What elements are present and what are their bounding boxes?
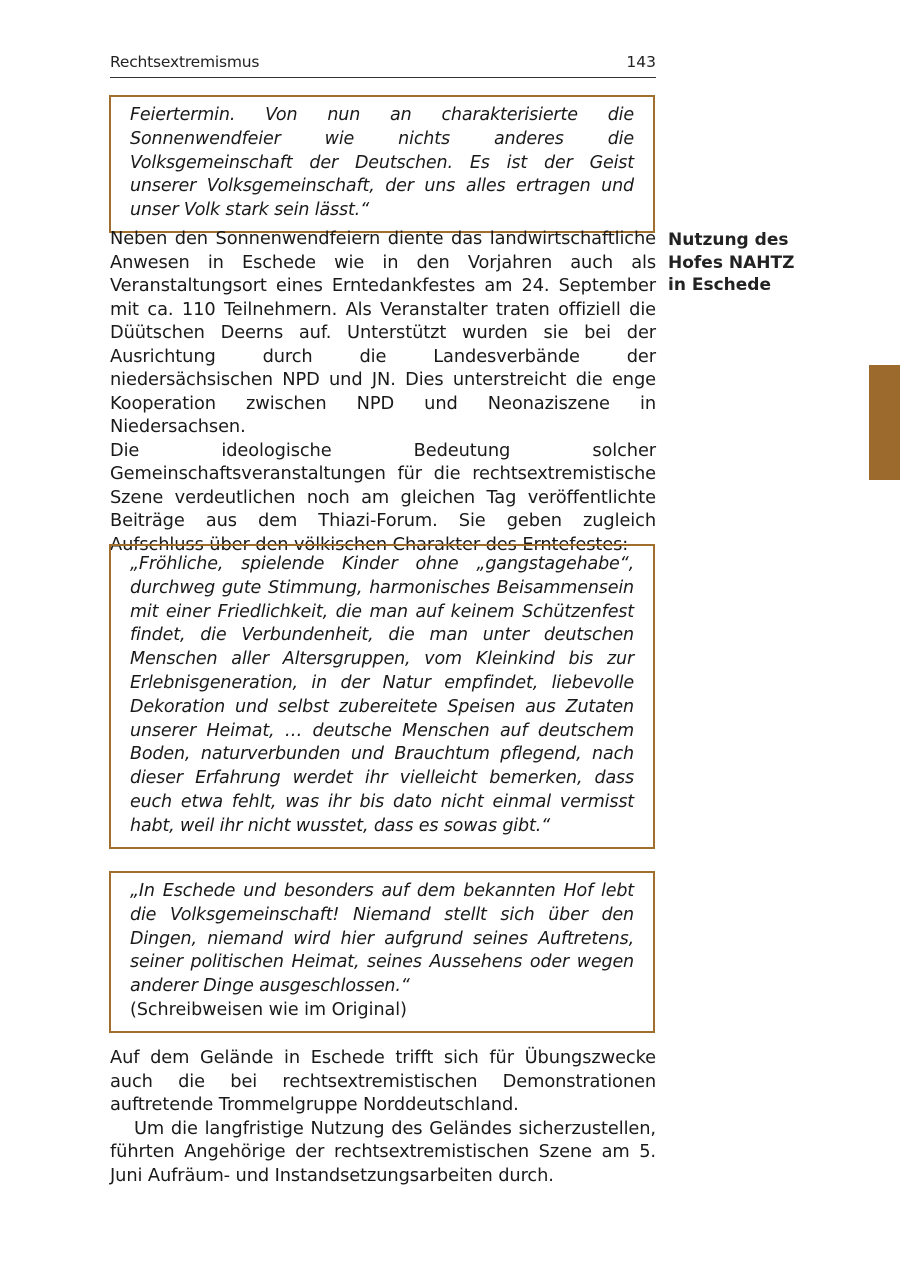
quote-box-forum-2 [109, 871, 655, 1033]
body-section-2 [110, 1046, 656, 1187]
body-section-1 [110, 227, 656, 556]
quote-text-forum-2: „In Eschede und besonders auf dem bekannten Hof lebt die Volksgemeinschaft! Niemand stellt sich über den Dingen, niemand wird hier aufgrund seines Auftretens, seiner politischen Heimat, seines Aussehens oder wegen anderer Dinge ausgeschlossen.“ [130, 881, 634, 997]
quote-text-top: Feiertermin. Von nun an charakterisierte die Sonnenwendfeier wie nichts anderes die Volksgemeinschaft der Deutschen. Es ist der Geist unserer Volksgemeinschaft, der uns alles ertragen und unser Volk stark sein lässt.“ [130, 105, 634, 221]
quote-text-forum-1: „Fröhliche, spielende Kinder ohne „gangstagehabe“, durchweg gute Stimmung, harmonisches Beisammensein mit einer Friedlichkeit, die man auf keinem Schützenfest findet, die Verbundenheit, die man unter deutschen Menschen aller Altersgruppen, vom Kleinkind bis zur Erlebnisgeneration, in der Natur empfindet, liebevolle Dekoration und selbst zubereitete Speisen aus Zutaten unserer Heimat, … deutsche Menschen auf deutschem Boden, naturverbunden und Brauchtum pflegend, nach dieser Erfahrung werdet ihr vielleicht bemerken, dass euch etwa fehlt, was ihr bis dato nicht einmal vermisst habt, weil ihr nicht wusstet, dass es sowas gibt.“ [130, 554, 634, 836]
running-title: Rechtsextremismus [110, 53, 260, 71]
paragraph: Die ideologische Bedeutung solcher Gemeinschaftsveranstaltungen für die rechtsextremistische Szene verdeutlichen noch am gleichen Tag veröffentlichte Beiträge aus dem Thiazi-Forum. Sie geben zugleich Aufschluss über den völkischen Charakter des Erntefestes: [110, 439, 656, 555]
quote-note: (Schreibweisen wie im Original) [130, 999, 407, 1020]
header-rule [110, 77, 656, 78]
paragraph: Neben den Sonnenwendfeiern diente das landwirtschaftliche Anwesen in Eschede wie in den Vorjahren auch als Veranstaltungsort eines Erntedankfestes am 24. September mit ca. 110 Teilnehmern. Als Veranstalter traten offiziell die Düütschen Deerns auf. Unterstützt wurden sie bei der Ausrichtung durch die Landesverbände der niedersächsischen NPD und JN. Dies unterstreicht die enge Kooperation zwischen NPD und Neonaziszene in Niedersachsen. [110, 228, 656, 437]
page-number: 143 [626, 53, 656, 71]
paragraph: Auf dem Gelände in Eschede trifft sich für Übungszwecke auch die bei rechtsextremistischen Demonstrationen auftretende Trommelgruppe Norddeutschland. [110, 1047, 656, 1115]
chapter-tab-marker [869, 365, 900, 480]
quote-box-top [109, 95, 655, 233]
paragraph: Um die langfristige Nutzung des Geländes sicherzustellen, führten Angehörige der rechtsextremistischen Szene am 5. Juni Aufräum- und Instandsetzungsarbeiten durch. [110, 1117, 656, 1186]
margin-note: Nutzung des Hofes NAHTZ in Eschede [668, 230, 795, 295]
quote-box-forum-1 [109, 544, 655, 849]
